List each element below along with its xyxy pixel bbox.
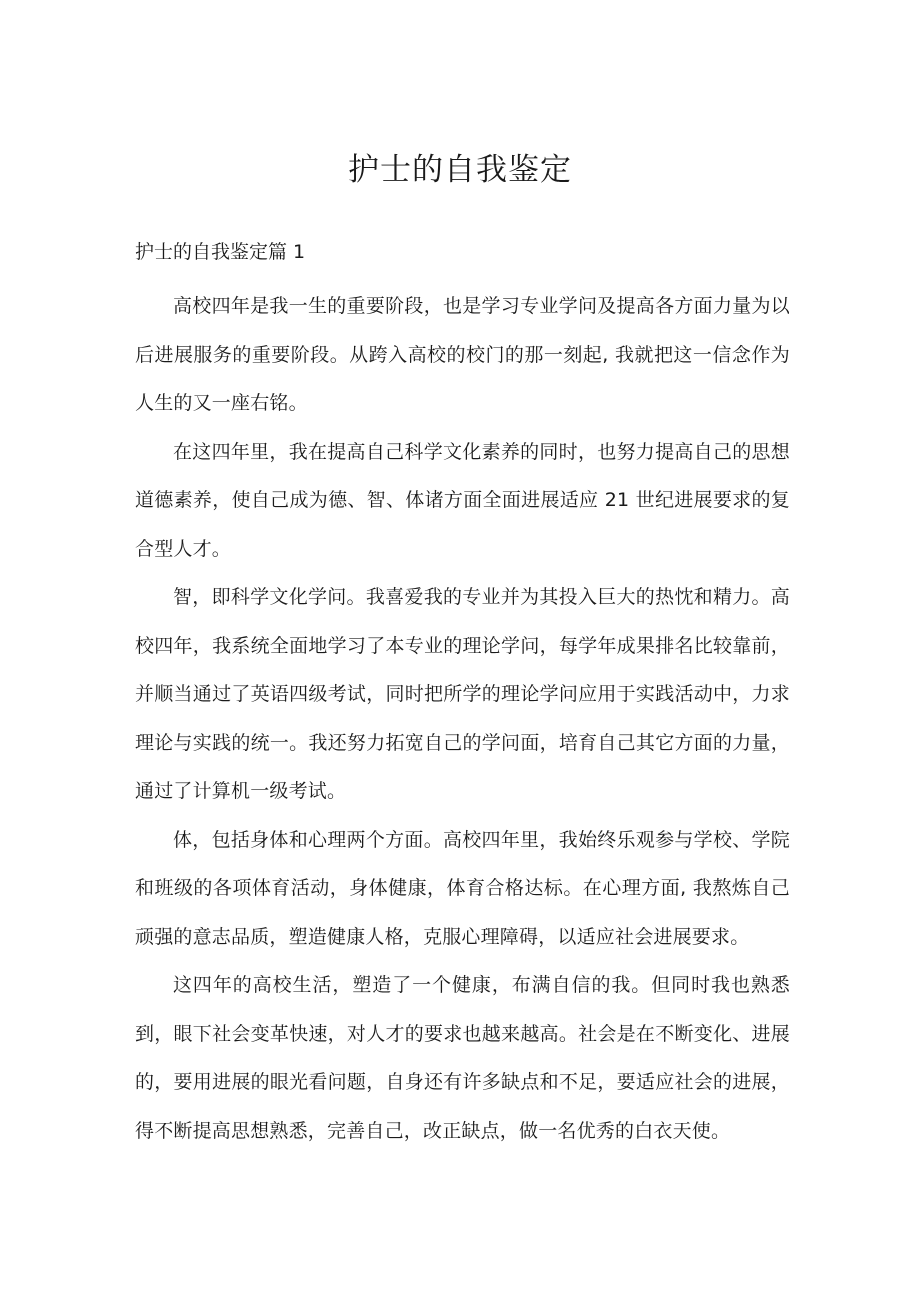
section-heading: 护士的自我鉴定篇 1 [135, 241, 306, 263]
paragraph: 这四年的高校生活，塑造了一个健康，布满自信的我。但同时我也熟悉到，眼下社会变革快速，对人才的要求也越来越高。社会是在不断变化、进展的，要用进展的眼光看问题，自身还有许多缺点和不足，要适应社会的进展，得不断提高思想熟悉，完善自己，改正缺点，做一名优秀的白衣天使。 [135, 974, 790, 1142]
paragraph: 体，包括身体和心理两个方面。高校四年里，我始终乐观参与学校、学院和班级的各项体育活动，身体健康，体育合格达标。在心理方面, 我熬炼自己顽强的意志品质，塑造健康人格，克服心理障碍，以适应社会进展要求。 [135, 828, 790, 948]
paragraph: 高校四年是我一生的重要阶段，也是学习专业学问及提高各方面力量为以后进展服务的重要阶段。从跨入高校的校门的那一刻起, 我就把这一信念作为人生的又一座右铭。 [135, 295, 790, 414]
document-body [135, 282, 790, 1155]
paragraph: 智，即科学文化学问。我喜爱我的专业并为其投入巨大的热忱和精力。高校四年，我系统全面地学习了本专业的理论学问，每学年成果排名比较靠前，并顺当通过了英语四级考试，同时把所学的理论学问应用于实践活动中，力求理论与实践的统一。我还努力拓宽自己的学问面，培育自己其它方面的力量，通过了计算机一级考试。 [135, 586, 790, 802]
document-title: 护士的自我鉴定 [348, 152, 572, 188]
paragraph: 在这四年里，我在提高自己科学文化素养的同时，也努力提高自己的思想道德素养，使自己成为德、智、体诸方面全面进展适应 21 世纪进展要求的复合型人才。 [135, 440, 790, 560]
